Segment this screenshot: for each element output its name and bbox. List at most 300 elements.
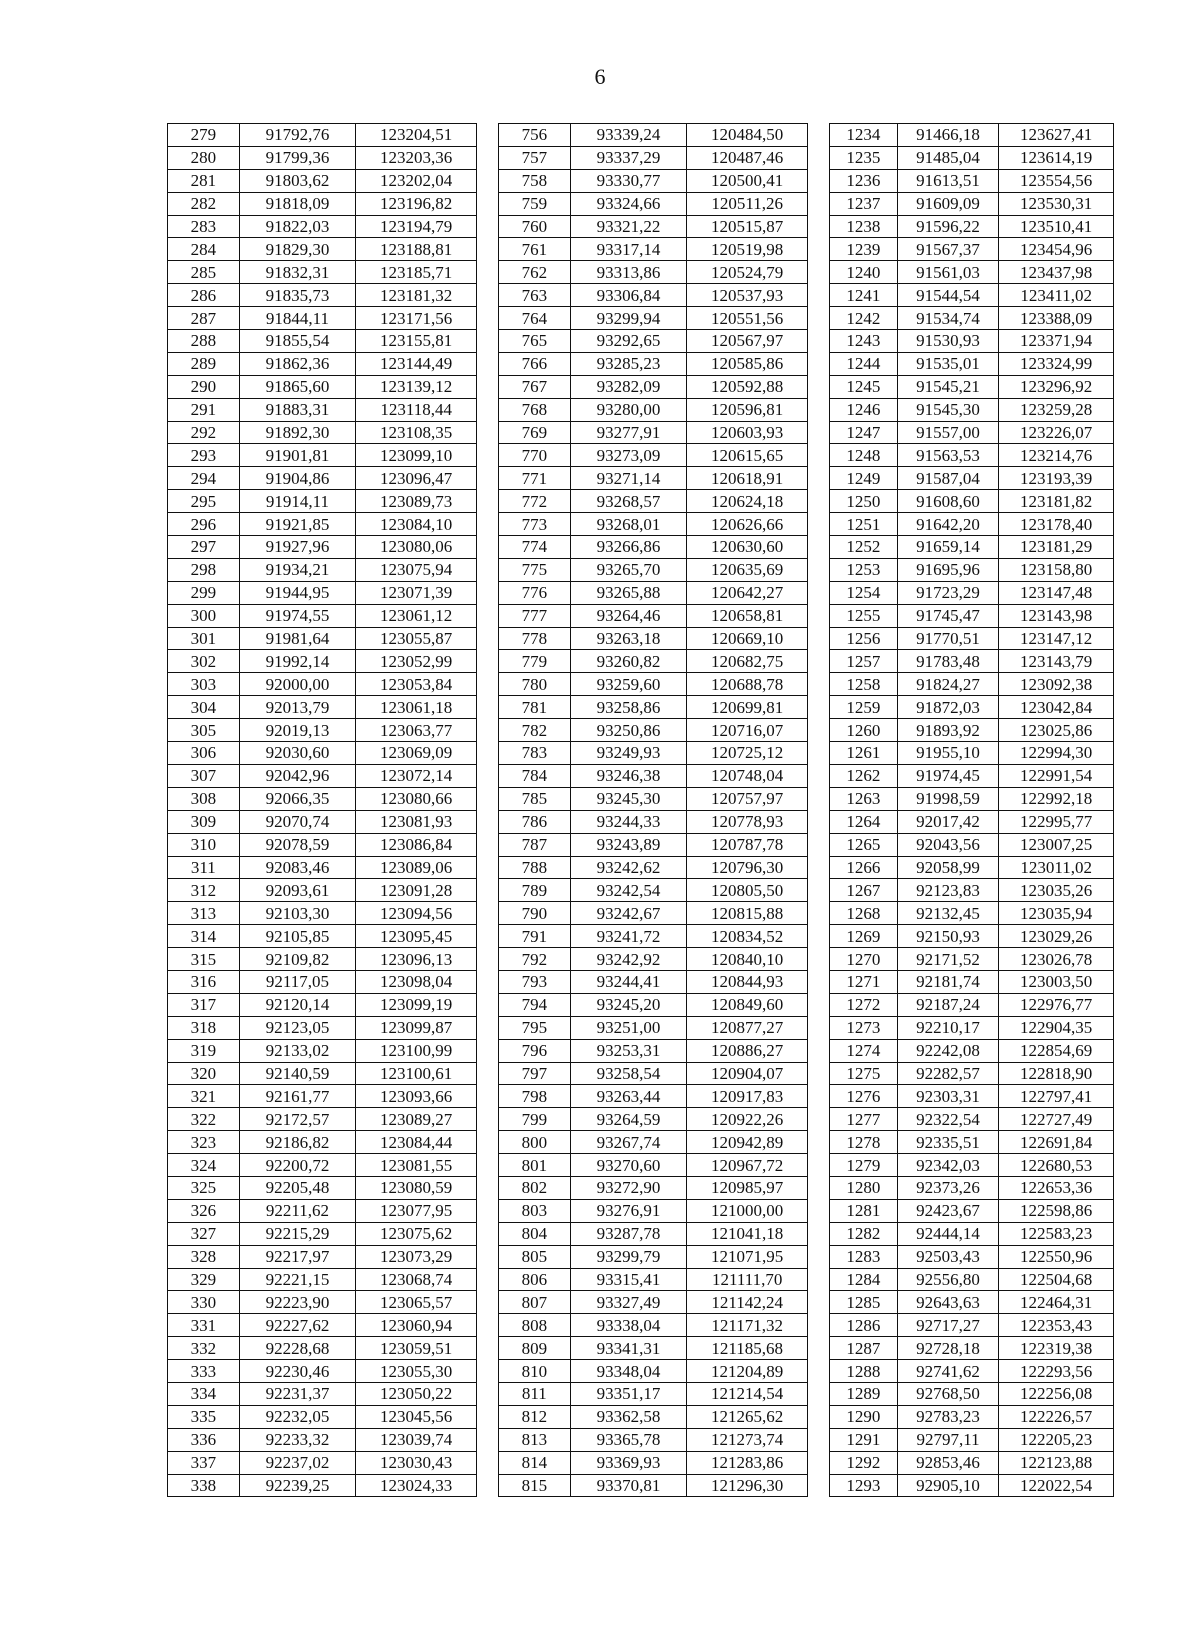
x-coordinate-cell: 93245,20 [570,993,687,1016]
point-number-cell: 295 [168,490,240,513]
x-coordinate-cell: 93241,72 [570,925,687,948]
table-row [168,558,477,581]
y-coordinate-cell: 123052,99 [356,650,477,673]
y-coordinate-cell: 120967,72 [687,1154,808,1177]
x-coordinate-cell: 92797,11 [897,1428,999,1451]
y-coordinate-cell: 122205,23 [999,1428,1114,1451]
table-row [830,1268,1114,1291]
table-row [830,1360,1114,1383]
y-coordinate-cell: 123026,78 [999,948,1114,971]
point-number-cell: 1272 [830,993,898,1016]
table-row [499,970,808,993]
table-row [168,833,477,856]
table-row [499,1405,808,1428]
x-coordinate-cell: 92161,77 [239,1085,356,1108]
y-coordinate-cell: 123003,50 [999,970,1114,993]
point-number-cell: 301 [168,627,240,650]
table-row [830,421,1114,444]
x-coordinate-cell: 92133,02 [239,1039,356,1062]
table-row [168,513,477,536]
table-row [499,581,808,604]
y-coordinate-cell: 123055,30 [356,1360,477,1383]
x-coordinate-cell: 92120,14 [239,993,356,1016]
point-number-cell: 303 [168,673,240,696]
point-number-cell: 327 [168,1222,240,1245]
y-coordinate-cell: 120844,93 [687,970,808,993]
table-row [168,124,477,147]
y-coordinate-cell: 123144,49 [356,352,477,375]
point-number-cell: 814 [499,1451,571,1474]
table-row [499,1154,808,1177]
table-row [499,558,808,581]
table-row [499,673,808,696]
y-coordinate-cell: 120834,52 [687,925,808,948]
table-row [168,627,477,650]
x-coordinate-cell: 91824,27 [897,673,999,696]
y-coordinate-cell: 120615,65 [687,444,808,467]
table-row [830,604,1114,627]
table-row [168,490,477,513]
y-coordinate-cell: 123324,99 [999,352,1114,375]
y-coordinate-cell: 120592,88 [687,375,808,398]
table-row [499,1245,808,1268]
x-coordinate-cell: 93370,81 [570,1474,687,1497]
y-coordinate-cell: 120626,66 [687,513,808,536]
table-row [830,696,1114,719]
table-row [499,444,808,467]
y-coordinate-cell: 123171,56 [356,307,477,330]
table-row [830,192,1114,215]
table-row [830,490,1114,513]
point-number-cell: 314 [168,925,240,948]
point-number-cell: 771 [499,467,571,490]
x-coordinate-cell: 92741,62 [897,1360,999,1383]
point-number-cell: 1290 [830,1405,898,1428]
x-coordinate-cell: 92217,97 [239,1245,356,1268]
x-coordinate-cell: 92717,27 [897,1314,999,1337]
y-coordinate-cell: 120585,86 [687,352,808,375]
x-coordinate-cell: 92181,74 [897,970,999,993]
y-coordinate-cell: 123096,47 [356,467,477,490]
y-coordinate-cell: 123084,10 [356,513,477,536]
x-coordinate-cell: 91695,96 [897,558,999,581]
y-coordinate-cell: 120922,26 [687,1108,808,1131]
y-coordinate-cell: 123092,38 [999,673,1114,696]
y-coordinate-cell: 123095,45 [356,925,477,948]
x-coordinate-cell: 93277,91 [570,421,687,444]
point-number-cell: 290 [168,375,240,398]
point-number-cell: 1238 [830,215,898,238]
y-coordinate-cell: 123035,94 [999,902,1114,925]
point-number-cell: 813 [499,1428,571,1451]
point-number-cell: 787 [499,833,571,856]
point-number-cell: 323 [168,1131,240,1154]
point-number-cell: 795 [499,1016,571,1039]
point-number-cell: 783 [499,742,571,765]
point-number-cell: 803 [499,1199,571,1222]
point-number-cell: 1287 [830,1337,898,1360]
x-coordinate-cell: 92017,42 [897,810,999,833]
x-coordinate-cell: 93259,60 [570,673,687,696]
table-row [168,1062,477,1085]
x-coordinate-cell: 93244,41 [570,970,687,993]
y-coordinate-cell: 123411,02 [999,284,1114,307]
table-row [168,1451,477,1474]
point-number-cell: 291 [168,398,240,421]
y-coordinate-cell: 122598,86 [999,1199,1114,1222]
point-number-cell: 1289 [830,1382,898,1405]
y-coordinate-cell: 123068,74 [356,1268,477,1291]
point-number-cell: 309 [168,810,240,833]
x-coordinate-cell: 93299,94 [570,307,687,330]
y-coordinate-cell: 120642,27 [687,581,808,604]
point-number-cell: 312 [168,879,240,902]
table-row [499,1176,808,1199]
point-number-cell: 306 [168,742,240,765]
y-coordinate-cell: 120699,81 [687,696,808,719]
y-coordinate-cell: 123388,09 [999,307,1114,330]
x-coordinate-cell: 92556,80 [897,1268,999,1291]
x-coordinate-cell: 93338,04 [570,1314,687,1337]
y-coordinate-cell: 122854,69 [999,1039,1114,1062]
point-number-cell: 768 [499,398,571,421]
point-number-cell: 1286 [830,1314,898,1337]
table-row [168,1108,477,1131]
point-number-cell: 1256 [830,627,898,650]
point-number-cell: 286 [168,284,240,307]
point-number-cell: 812 [499,1405,571,1428]
table-row [499,1337,808,1360]
x-coordinate-cell: 92239,25 [239,1474,356,1497]
x-coordinate-cell: 93282,09 [570,375,687,398]
y-coordinate-cell: 123063,77 [356,719,477,742]
table-row [168,1085,477,1108]
point-number-cell: 773 [499,513,571,536]
x-coordinate-cell: 92237,02 [239,1451,356,1474]
point-number-cell: 282 [168,192,240,215]
x-coordinate-cell: 92171,52 [897,948,999,971]
point-number-cell: 1269 [830,925,898,948]
y-coordinate-cell: 120778,93 [687,810,808,833]
table-row [830,330,1114,353]
x-coordinate-cell: 92342,03 [897,1154,999,1177]
point-number-cell: 336 [168,1428,240,1451]
point-number-cell: 777 [499,604,571,627]
y-coordinate-cell: 123554,56 [999,169,1114,192]
y-coordinate-cell: 120796,30 [687,856,808,879]
point-number-cell: 1266 [830,856,898,879]
x-coordinate-cell: 92083,46 [239,856,356,879]
table-row [830,581,1114,604]
x-coordinate-cell: 91974,45 [897,764,999,787]
x-coordinate-cell: 91862,36 [239,352,356,375]
table-row [830,1131,1114,1154]
point-number-cell: 296 [168,513,240,536]
table-row [499,1085,808,1108]
table-row [499,1039,808,1062]
coordinates-table-1 [167,123,477,1497]
table-row [830,993,1114,1016]
point-number-cell: 330 [168,1291,240,1314]
x-coordinate-cell: 91829,30 [239,238,356,261]
y-coordinate-cell: 123099,10 [356,444,477,467]
x-coordinate-cell: 92233,32 [239,1428,356,1451]
point-number-cell: 806 [499,1268,571,1291]
table-row [499,810,808,833]
point-number-cell: 1270 [830,948,898,971]
y-coordinate-cell: 120567,97 [687,330,808,353]
table-row [499,1016,808,1039]
table-row [499,650,808,673]
y-coordinate-cell: 123061,12 [356,604,477,627]
table-row [499,833,808,856]
y-coordinate-cell: 123627,41 [999,124,1114,147]
y-coordinate-cell: 120886,27 [687,1039,808,1062]
y-coordinate-cell: 120500,41 [687,169,808,192]
table-row [499,375,808,398]
y-coordinate-cell: 122797,41 [999,1085,1114,1108]
point-number-cell: 284 [168,238,240,261]
table-row [830,1199,1114,1222]
y-coordinate-cell: 121000,00 [687,1199,808,1222]
y-coordinate-cell: 120748,04 [687,764,808,787]
x-coordinate-cell: 92205,48 [239,1176,356,1199]
x-coordinate-cell: 91770,51 [897,627,999,650]
point-number-cell: 809 [499,1337,571,1360]
y-coordinate-cell: 123181,29 [999,536,1114,559]
table-row [830,925,1114,948]
y-coordinate-cell: 120618,91 [687,467,808,490]
y-coordinate-cell: 120849,60 [687,993,808,1016]
x-coordinate-cell: 92335,51 [897,1131,999,1154]
table-row [499,1062,808,1085]
x-coordinate-cell: 93299,79 [570,1245,687,1268]
table-row [168,1176,477,1199]
x-coordinate-cell: 91792,76 [239,124,356,147]
point-number-cell: 1253 [830,558,898,581]
point-number-cell: 790 [499,902,571,925]
x-coordinate-cell: 92853,46 [897,1451,999,1474]
point-number-cell: 285 [168,261,240,284]
y-coordinate-cell: 123098,04 [356,970,477,993]
y-coordinate-cell: 123118,44 [356,398,477,421]
y-coordinate-cell: 122653,36 [999,1176,1114,1199]
x-coordinate-cell: 91613,51 [897,169,999,192]
y-coordinate-cell: 120985,97 [687,1176,808,1199]
y-coordinate-cell: 122504,68 [999,1268,1114,1291]
y-coordinate-cell: 120603,93 [687,421,808,444]
y-coordinate-cell: 123259,28 [999,398,1114,421]
point-number-cell: 294 [168,467,240,490]
point-number-cell: 320 [168,1062,240,1085]
x-coordinate-cell: 92013,79 [239,696,356,719]
y-coordinate-cell: 120484,50 [687,124,808,147]
point-number-cell: 1284 [830,1268,898,1291]
y-coordinate-cell: 123185,71 [356,261,477,284]
y-coordinate-cell: 123025,86 [999,719,1114,742]
x-coordinate-cell: 91855,54 [239,330,356,353]
table-row [499,1222,808,1245]
y-coordinate-cell: 122727,49 [999,1108,1114,1131]
table-row [168,421,477,444]
x-coordinate-cell: 91659,14 [897,536,999,559]
table-row [168,696,477,719]
y-coordinate-cell: 122256,08 [999,1382,1114,1405]
table-row [830,764,1114,787]
y-coordinate-cell: 123296,92 [999,375,1114,398]
point-number-cell: 321 [168,1085,240,1108]
x-coordinate-cell: 93245,30 [570,787,687,810]
table-row [168,879,477,902]
y-coordinate-cell: 120669,10 [687,627,808,650]
x-coordinate-cell: 91865,60 [239,375,356,398]
point-number-cell: 759 [499,192,571,215]
y-coordinate-cell: 123069,09 [356,742,477,765]
x-coordinate-cell: 93271,14 [570,467,687,490]
point-number-cell: 762 [499,261,571,284]
y-coordinate-cell: 120658,81 [687,604,808,627]
x-coordinate-cell: 93267,74 [570,1131,687,1154]
point-number-cell: 1271 [830,970,898,993]
x-coordinate-cell: 92231,37 [239,1382,356,1405]
table-row [830,536,1114,559]
table-row [830,444,1114,467]
table-row [168,169,477,192]
point-number-cell: 776 [499,581,571,604]
y-coordinate-cell: 123071,39 [356,581,477,604]
x-coordinate-cell: 93243,89 [570,833,687,856]
x-coordinate-cell: 93313,86 [570,261,687,284]
x-coordinate-cell: 91883,31 [239,398,356,421]
x-coordinate-cell: 91544,54 [897,284,999,307]
point-number-cell: 1246 [830,398,898,421]
table-row [499,719,808,742]
x-coordinate-cell: 91955,10 [897,742,999,765]
x-coordinate-cell: 92223,90 [239,1291,356,1314]
x-coordinate-cell: 93270,60 [570,1154,687,1177]
x-coordinate-cell: 93264,46 [570,604,687,627]
table-row [168,902,477,925]
point-number-cell: 788 [499,856,571,879]
point-number-cell: 1243 [830,330,898,353]
y-coordinate-cell: 122123,88 [999,1451,1114,1474]
table-row [499,421,808,444]
point-number-cell: 289 [168,352,240,375]
y-coordinate-cell: 123030,43 [356,1451,477,1474]
table-row [830,902,1114,925]
x-coordinate-cell: 91596,22 [897,215,999,238]
y-coordinate-cell: 120551,56 [687,307,808,330]
point-number-cell: 1291 [830,1428,898,1451]
table-row [168,375,477,398]
x-coordinate-cell: 91832,31 [239,261,356,284]
y-coordinate-cell: 120942,89 [687,1131,808,1154]
point-number-cell: 292 [168,421,240,444]
table-row [168,1360,477,1383]
table-row [499,352,808,375]
x-coordinate-cell: 93264,59 [570,1108,687,1131]
x-coordinate-cell: 92117,05 [239,970,356,993]
y-coordinate-cell: 120519,98 [687,238,808,261]
x-coordinate-cell: 92728,18 [897,1337,999,1360]
point-number-cell: 792 [499,948,571,971]
table-row [168,604,477,627]
table-row [830,673,1114,696]
table-row [830,1108,1114,1131]
table-row [499,1382,808,1405]
x-coordinate-cell: 91563,53 [897,444,999,467]
point-number-cell: 299 [168,581,240,604]
x-coordinate-cell: 92423,67 [897,1199,999,1222]
table-row [168,284,477,307]
y-coordinate-cell: 123096,13 [356,948,477,971]
y-coordinate-cell: 122995,77 [999,810,1114,833]
point-number-cell: 1265 [830,833,898,856]
point-number-cell: 1273 [830,1016,898,1039]
table-row [499,1291,808,1314]
table-row [830,1176,1114,1199]
point-number-cell: 1278 [830,1131,898,1154]
point-number-cell: 1234 [830,124,898,147]
y-coordinate-cell: 123203,36 [356,146,477,169]
x-coordinate-cell: 92070,74 [239,810,356,833]
point-number-cell: 305 [168,719,240,742]
table-row [168,1337,477,1360]
point-number-cell: 810 [499,1360,571,1383]
point-number-cell: 317 [168,993,240,1016]
point-number-cell: 1241 [830,284,898,307]
point-number-cell: 293 [168,444,240,467]
y-coordinate-cell: 121142,24 [687,1291,808,1314]
x-coordinate-cell: 92282,57 [897,1062,999,1085]
y-coordinate-cell: 123196,82 [356,192,477,215]
table-row [830,1382,1114,1405]
y-coordinate-cell: 122992,18 [999,787,1114,810]
y-coordinate-cell: 120725,12 [687,742,808,765]
point-number-cell: 310 [168,833,240,856]
point-number-cell: 1260 [830,719,898,742]
x-coordinate-cell: 93321,22 [570,215,687,238]
point-number-cell: 775 [499,558,571,581]
y-coordinate-cell: 123155,81 [356,330,477,353]
y-coordinate-cell: 121041,18 [687,1222,808,1245]
y-coordinate-cell: 121111,70 [687,1268,808,1291]
table-row [830,169,1114,192]
y-coordinate-cell: 122583,23 [999,1222,1114,1245]
y-coordinate-cell: 123029,26 [999,925,1114,948]
y-coordinate-cell: 123065,57 [356,1291,477,1314]
point-number-cell: 326 [168,1199,240,1222]
point-number-cell: 780 [499,673,571,696]
table-row [499,627,808,650]
table-row [830,398,1114,421]
x-coordinate-cell: 92230,46 [239,1360,356,1383]
x-coordinate-cell: 92109,82 [239,948,356,971]
table-row [168,810,477,833]
point-number-cell: 791 [499,925,571,948]
x-coordinate-cell: 92066,35 [239,787,356,810]
table-row [168,330,477,353]
y-coordinate-cell: 120840,10 [687,948,808,971]
point-number-cell: 1239 [830,238,898,261]
x-coordinate-cell: 92187,24 [897,993,999,1016]
x-coordinate-cell: 92043,56 [897,833,999,856]
x-coordinate-cell: 92150,93 [897,925,999,948]
x-coordinate-cell: 91944,95 [239,581,356,604]
x-coordinate-cell: 91608,60 [897,490,999,513]
point-number-cell: 1277 [830,1108,898,1131]
point-number-cell: 288 [168,330,240,353]
